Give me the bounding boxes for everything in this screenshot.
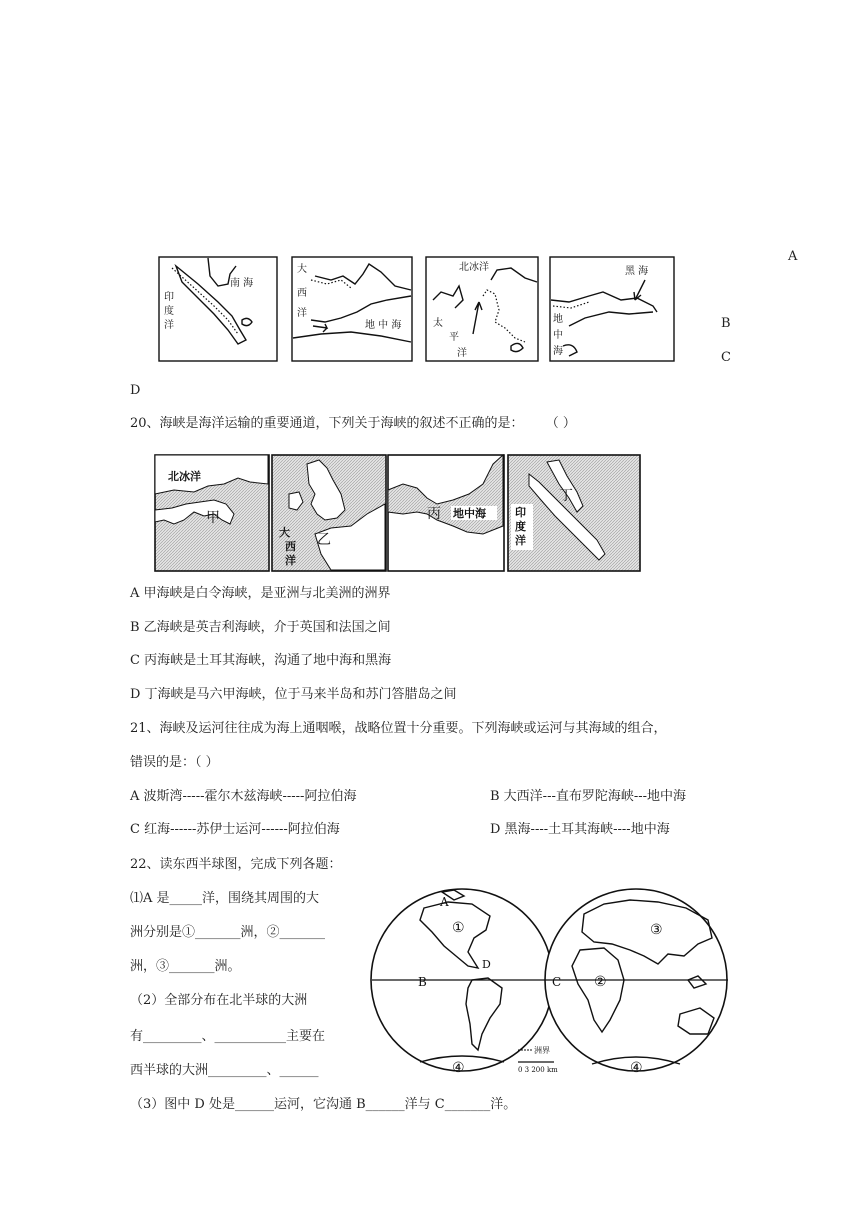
q20-map-jia [155,455,269,571]
q22-part1-line3: 洲，③_______洲。 [130,959,241,974]
q19-map3-label-3: 洋 [457,348,467,359]
q19-map-strip [158,256,676,364]
q19-map1-label-2: 度 [164,306,174,317]
q19-map2-label-3: 洋 [297,308,307,319]
map-label-a: A [440,895,449,909]
q19-map2-label-1: 大 [297,264,307,275]
q21-option-d: D 黑海----土耳其海峡----地中海 [490,822,670,837]
q22-part1-line2: 洲分别是①_______洲，②_______ [130,925,326,940]
q19-map4-label-black-sea: 黑 海 [625,266,649,277]
q19-map3-label-arctic: 北冰洋 [459,262,489,273]
q22-hemispheres-map [368,884,732,1084]
q19-map-4 [550,257,674,361]
q19-map3-label-1: 太 [433,318,443,329]
q21-option-a: A 波斯湾-----霍尔木兹海峡-----阿拉伯海 [130,789,357,804]
q20-map-ding-label-2: 度 [515,520,526,533]
q22-part2-line2: 有_________、___________主要在 [130,1029,326,1044]
q19-map1-label-south-sea: 南 海 [230,278,254,289]
q20-option-b: B 乙海峡是英吉利海峡，介于英国和法国之间 [130,620,391,635]
q20-answer-paren: （ ） [545,416,576,431]
q19-map-1 [159,257,277,361]
q20-map-bing-label-bing: 丙 [427,506,441,522]
q20-option-d: D 丁海峡是马六甲海峡，位于马来半岛和苏门答腊岛之间 [130,687,457,702]
q20-map-ding-label-ding: 丁 [559,488,573,504]
q19-map2-label-2: 西 [297,288,307,299]
q19-map1-label-1: 印 [164,292,174,303]
map-label-4-west: ④ [452,1060,465,1076]
map-label-b: B [418,975,427,989]
q20-map-jia-label-arctic: 北冰洋 [168,470,201,483]
q20-maps [154,454,642,574]
q19-map-3 [426,257,538,361]
q20-option-c: C 丙海峡是土耳其海峡，沟通了地中海和黑海 [130,653,392,668]
q21-stem-line1: 21、海峡及运河往往成为海上通咽喉，战略位置十分重要。下列海峡或运河与其海域的组合， [130,721,667,736]
q20-map-bing-label-med: 地中海 [453,507,486,520]
q20-map-ding-label-1: 印 [515,506,526,519]
q21-option-c: C 红海------苏伊士运河------阿拉伯海 [130,822,340,837]
q20-map-yi-label-2: 西 [285,540,296,553]
q20-map-yi-label-1: 大 [279,526,290,539]
q19-map4-label-1: 地 [553,314,563,325]
q19-map3-label-2: 平 [449,332,459,343]
q19-option-d-marker: D [130,383,141,398]
q20-map-ding-label-3: 洋 [515,534,526,547]
map-legend-text: 洲界 [534,1046,550,1055]
map-label-3: ③ [650,922,663,938]
map-label-c: C [552,975,562,989]
q20-stem [130,416,576,432]
q19-option-b-marker: B [721,316,731,331]
map-label-2: ② [594,974,607,990]
q20-stem-text: 20、海峡是海洋运输的重要通道，下列关于海峡的叙述不正确的是： [130,416,524,431]
q22-part2-line1: （2）全部分布在北半球的大洲 [130,993,308,1008]
q19-option-a-marker: A [788,249,798,264]
q20-map-ding [508,455,640,571]
map-label-4-east: ④ [630,1060,643,1076]
q21-stem-line2: 错误的是：（ ） [130,755,219,770]
q19-map4-label-2: 中 [553,330,563,341]
q20-map-jia-label-jia: 甲 [206,510,220,526]
q19-map-2 [292,257,412,361]
map-scale-text: 0 3 200 km [518,1066,558,1074]
q20-map-yi-label-3: 洋 [285,554,296,567]
map-label-d: D [482,958,491,971]
q22-part2-line3: 西半球的大洲_________、______ [130,1063,319,1078]
q19-maps [158,256,676,364]
map-label-1: ① [452,920,465,936]
q22-hemispheres-svg [368,884,732,1084]
q22-part3-line1: （3）图中 D 处是______运河，它沟通 B______洋与 C_______洋。 [130,1097,517,1112]
q20-map-bing [388,455,504,571]
q19-map1-label-3: 洋 [164,320,174,331]
q22-part1-line1: ⑴A 是_____洋，围绕其周围的大 [130,891,320,906]
q19-map2-label-med: 地 中 海 [365,320,402,331]
q21-option-b: B 大西洋---直布罗陀海峡---地中海 [490,789,687,804]
q19-option-c-marker: C [721,350,731,365]
q20-map-yi-label-yi: 乙 [317,532,331,548]
q22-stem: 22、读东西半球图，完成下列各题： [130,857,342,872]
q19-map4-label-3: 海 [553,346,563,357]
q20-map-yi [272,455,386,571]
q20-option-a: A 甲海峡是白令海峡，是亚洲与北美洲的洲界 [130,586,391,601]
q20-map-strip [154,454,642,574]
